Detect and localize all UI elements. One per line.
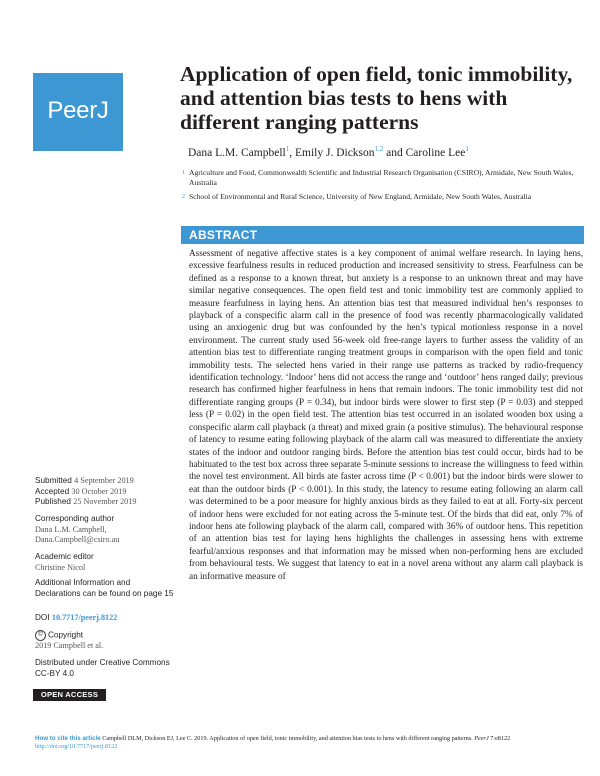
editor-name: Christine Nicol bbox=[35, 562, 86, 572]
corresponding-email[interactable]: Dana.Campbell@csiro.au bbox=[35, 535, 120, 544]
author-affiliation-ref: 1 bbox=[465, 145, 469, 153]
citation-text: Campbell DLM, Dickson EJ, Lee C. 2019. Application of open field, tonic immobility, and attention bias tests to hens with different ranging patterns. bbox=[102, 735, 473, 742]
author-name[interactable]: Emily J. Dickson bbox=[294, 146, 375, 159]
citation-heading: How to cite this article bbox=[35, 735, 101, 742]
submitted-date: 4 September 2019 bbox=[74, 476, 134, 485]
author-separator: and bbox=[383, 146, 406, 159]
author-affiliation-ref: 1 bbox=[285, 145, 290, 153]
citation-doi-link[interactable]: http://doi.org/10.7717/peerj.8122 bbox=[35, 743, 118, 751]
doi bbox=[35, 613, 175, 624]
citation-article: 7:e8122 bbox=[490, 735, 511, 742]
corresponding-label: Corresponding author bbox=[35, 514, 115, 523]
citation-journal: PeerJ bbox=[474, 735, 489, 742]
author-name[interactable]: Caroline Lee bbox=[405, 146, 466, 159]
academic-editor bbox=[35, 552, 175, 573]
abstract-heading: ABSTRACT bbox=[189, 228, 258, 242]
editor-label: Academic editor bbox=[35, 552, 94, 561]
author-affiliation-ref: 1,2 bbox=[374, 145, 384, 153]
abstract-heading-bar bbox=[181, 226, 584, 244]
author-name[interactable]: Dana L.M. Campbell bbox=[188, 146, 286, 159]
accepted-date: 30 October 2019 bbox=[71, 486, 127, 496]
citation-note bbox=[35, 735, 585, 752]
article-dates bbox=[35, 476, 175, 508]
published-label: Published bbox=[35, 497, 71, 506]
doi-link[interactable]: 10.7717/peerj.8122 bbox=[51, 613, 118, 622]
corresponding-name: Dana L.M. Campbell, bbox=[35, 524, 107, 534]
author-separator: , bbox=[289, 146, 295, 159]
affiliation bbox=[182, 168, 582, 188]
open-access-badge bbox=[33, 689, 106, 701]
affiliation-number: 1 bbox=[182, 170, 185, 176]
submitted-label: Submitted bbox=[35, 476, 72, 485]
copyright-label: Copyright bbox=[48, 630, 84, 640]
affiliation-text: Agriculture and Food, Commonwealth Scientific and Industrial Research Organisation (CSIRO), Armidale, New South Wales, Australia bbox=[189, 168, 574, 187]
article-title: Application of open field, tonic immobility, and attention bias tests to hens with different ranging patterns bbox=[180, 62, 573, 134]
additional-info-note[interactable]: Additional Information and Declarations can be found on page 15 bbox=[35, 578, 174, 598]
corresponding-author bbox=[35, 514, 175, 546]
copyright-icon: © bbox=[35, 630, 46, 641]
copyright bbox=[35, 630, 175, 652]
abstract-body bbox=[189, 247, 583, 582]
affiliation bbox=[182, 192, 582, 205]
author-list bbox=[188, 145, 588, 159]
logo-text: PeerJ bbox=[47, 97, 109, 124]
abstract-text: Assessment of negative affective states is a key component of animal welfare research. In laying hens, excessive fearfulness results in reduced production and increased sensitivity to stress. Fearfulness can be defined as a response to a known threat, but anxiety is a response to an unknown threat and may have similar negative consequences. The open field test and tonic immobility test are commonly applied to measure fearfulness in laying hens. An attention bias test that measured individual hen’s responses to playback of a conspecific alarm call in the presence of food was recently pharmacologically validated using an anxiogenic drug but was confounded by the hen’s typical motionless response in a novel environment. The current study used 56-week old free-range layers to further assess the validity of an attention bias test to differentiate ranging treatment groups in comparison with the open field and tonic immobility tests. The selected hens varied in their range use patterns as tracked by radio-frequency identification technology. ‘Indoor’ hens did not access the range and ‘outdoor’ hens ranged daily; previous research has confirmed higher fearfulness in hens that remain indoors. The tonic immobility test did not differentiate ranging groups (P = 0.34), but indoor birds were slower to first step (P = 0.03) and stepped less (P = 0.02) in the open field test. The attention bias test occurred in an isolated wooden box using a conspecific alarm call playback (a threat) and mixed grain (a positive stimulus). The behavioural response of latency to resume eating following playback of the alarm call was measured to differentiate the anxiety states of the indoor and outdoor ranging birds. Before the attention bias test could occur, birds had to be habituated to the test box across three separate 5-minute sessions to increase the willingness to feed within the novel test environment. All birds ate faster across time (P < 0.001) but the indoor birds were slower to eat than the outdoor birds (P < 0.001). In this study, the latency to resume eating following an alarm call was determined to be a poor measure for highly anxious birds as they failed to eat at all. Forty-six percent of indoor hens were excluded for not eating across the 5-minute test. Of the birds that did eat, only 7% of indoor hens ate following playback of the alarm call, compared with 36% of outdoor hens. This repetition of an attention bias test for laying hens highlights the challenges in assessing hens with extreme fearful/anxious responses and that information may be missed when non-performing hens are excluded from behavioural tests. We suggest that latency to eat in a novel arena without any alarm call playback is an informative measure of bbox=[189, 248, 583, 581]
affiliation-text: School of Environmental and Rural Science, University of New England, Armidale, New South Wales, Australia bbox=[189, 192, 532, 201]
accepted-label: Accepted bbox=[35, 486, 70, 496]
doi-label: DOI bbox=[35, 613, 50, 622]
published-date: 25 November 2019 bbox=[73, 497, 137, 506]
affiliation-number: 2 bbox=[182, 194, 185, 200]
open-access-label: OPEN ACCESS bbox=[40, 690, 99, 699]
license-note[interactable]: Distributed under Creative Commons CC-BY 4.0 bbox=[35, 658, 170, 678]
copyright-text: 2019 Campbell et al. bbox=[35, 641, 104, 651]
peerj-logo bbox=[33, 73, 123, 151]
